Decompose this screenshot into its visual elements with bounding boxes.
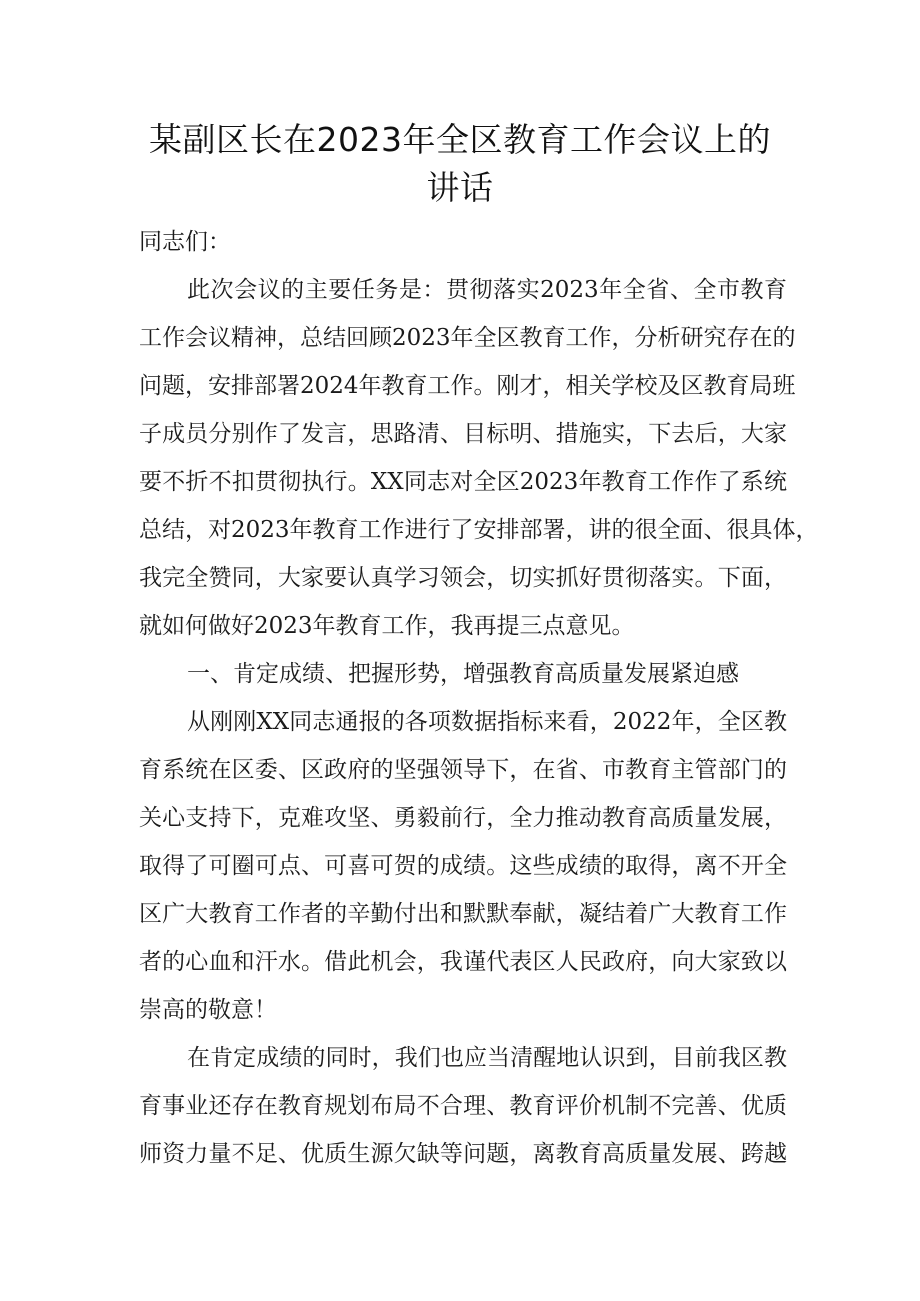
paragraph-3-line-6: 者的心血和汗水。借此机会，我谨代表区人民政府，向大家致以	[139, 949, 787, 975]
document-title-line-2: 讲话	[426, 168, 494, 207]
salutation: 同志们：	[139, 229, 231, 255]
paragraph-1-line-5: 要不折不扣贯彻执行。XX同志对全区2023年教育工作作了系统	[139, 469, 787, 495]
document-title-line-1: 某副区长在2023年全区教育工作会议上的	[149, 120, 771, 159]
paragraph-3-line-1: 从刚刚XX同志通报的各项数据指标来看，2022年，全区教	[187, 709, 787, 735]
paragraph-1-line-6: 总结，对2023年教育工作进行了安排部署，讲的很全面、很具体，	[139, 517, 819, 543]
paragraph-1-line-3: 问题，安排部署2024年教育工作。刚才，相关学校及区教育局班	[139, 373, 796, 399]
paragraph-3-line-3: 关心支持下，克难攻坚、勇毅前行，全力推动教育高质量发展，	[139, 805, 787, 831]
paragraph-1-line-8: 就如何做好2023年教育工作，我再提三点意见。	[139, 613, 635, 639]
paragraph-1-line-4: 子成员分别作了发言，思路清、目标明、措施实，下去后，大家	[139, 421, 787, 447]
paragraph-3-line-7: 崇高的敬意！	[139, 997, 277, 1023]
paragraph-1-line-7: 我完全赞同，大家要认真学习领会，切实抓好贯彻落实。下面，	[139, 565, 787, 591]
paragraph-4-line-3: 师资力量不足、优质生源欠缺等问题，离教育高质量发展、跨越	[139, 1141, 787, 1167]
paragraph-3-line-4: 取得了可圈可点、可喜可贺的成绩。这些成绩的取得，离不开全	[139, 853, 787, 879]
paragraph-1-line-2: 工作会议精神，总结回顾2023年全区教育工作，分析研究存在的	[139, 325, 796, 351]
paragraph-1-line-1: 此次会议的主要任务是：贯彻落实2023年全省、全市教育	[187, 277, 787, 303]
paragraph-4-line-1: 在肯定成绩的同时，我们也应当清醒地认识到，目前我区教	[187, 1045, 787, 1071]
paragraph-3-line-5: 区广大教育工作者的辛勤付出和默默奉献，凝结着广大教育工作	[139, 901, 787, 927]
section-heading-1: 一、肯定成绩、把握形势，增强教育高质量发展紧迫感	[187, 661, 739, 687]
paragraph-4-line-2: 育事业还存在教育规划布局不合理、教育评价机制不完善、优质	[139, 1093, 787, 1119]
paragraph-3-line-2: 育系统在区委、区政府的坚强领导下，在省、市教育主管部门的	[139, 757, 787, 783]
